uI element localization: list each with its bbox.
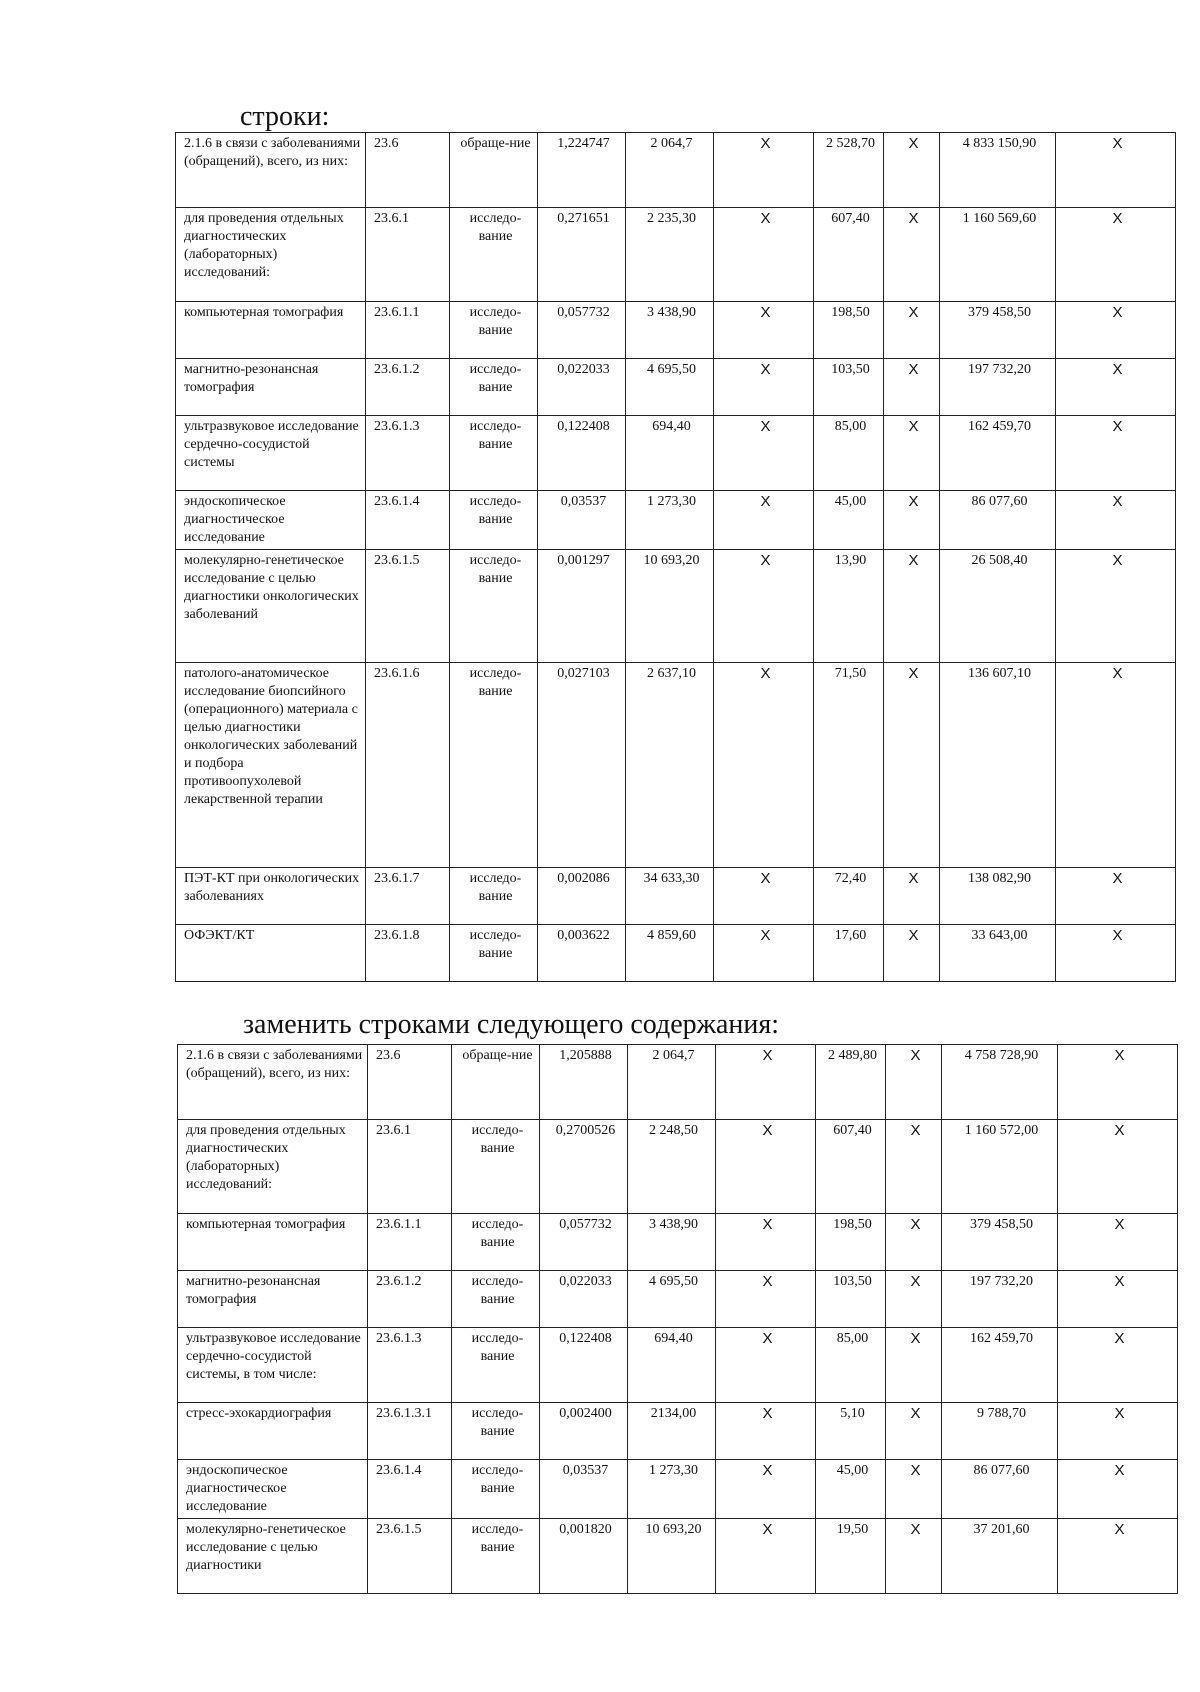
cell-unit: обраще-ние — [450, 133, 538, 208]
cell-unit: исследо-вание — [452, 1519, 540, 1594]
cell-unit: исследо-вание — [450, 925, 538, 982]
heading-new-rows: заменить строками следующего содержания: — [243, 1009, 780, 1040]
cell-code: 23.6.1.2 — [366, 359, 450, 416]
cell-x: Х — [884, 302, 940, 359]
cell-name: для проведения отдельных диагностических (лабораторных) исследований: — [178, 1120, 368, 1214]
cell-unit: исследо-вание — [450, 663, 538, 868]
cell-code: 23.6.1.1 — [368, 1214, 452, 1271]
cell-x: Х — [714, 302, 814, 359]
cell-name: ОФЭКТ/КТ — [176, 925, 366, 982]
table-row — [176, 208, 1176, 302]
table-row — [176, 550, 1176, 663]
cell-total: 138 082,90 — [940, 868, 1056, 925]
cell-cost: 2134,00 — [628, 1403, 716, 1460]
cell-x: Х — [716, 1519, 816, 1594]
cell-norm: 0,002086 — [538, 868, 626, 925]
cell-code: 23.6.1 — [368, 1120, 452, 1214]
cell-cost: 2 248,50 — [628, 1120, 716, 1214]
cell-total: 197 732,20 — [940, 359, 1056, 416]
cell-unit: исследо-вание — [452, 1271, 540, 1328]
cell-name: молекулярно-генетическое исследование с целью диагностики онкологических заболеваний — [176, 550, 366, 663]
cell-per-capita: 2 528,70 — [814, 133, 884, 208]
cell-unit: исследо-вание — [450, 416, 538, 491]
cell-x: Х — [886, 1328, 942, 1403]
cell-x: Х — [1058, 1519, 1178, 1594]
cell-cost: 4 695,50 — [626, 359, 714, 416]
cell-total: 37 201,60 — [942, 1519, 1058, 1594]
cell-x: Х — [886, 1460, 942, 1519]
cell-per-capita: 45,00 — [814, 491, 884, 550]
cell-name: патолого-анатомическое исследование биопсийного (операционного) материала с целью диагностики онкологических заболеваний и подбора противоопухолевой лекарственной терапии — [176, 663, 366, 868]
table-row — [178, 1214, 1178, 1271]
table-row — [178, 1045, 1178, 1120]
cell-unit: исследо-вание — [452, 1403, 540, 1460]
cell-norm: 0,022033 — [540, 1271, 628, 1328]
cell-per-capita: 198,50 — [816, 1214, 886, 1271]
cell-x: Х — [714, 416, 814, 491]
cell-norm: 0,03537 — [538, 491, 626, 550]
cell-code: 23.6.1.7 — [366, 868, 450, 925]
cell-per-capita: 198,50 — [814, 302, 884, 359]
cell-x: Х — [716, 1214, 816, 1271]
table-row — [178, 1403, 1178, 1460]
cell-x: Х — [1058, 1271, 1178, 1328]
cell-x: Х — [714, 663, 814, 868]
cell-x: Х — [1056, 663, 1176, 868]
cell-norm: 0,022033 — [538, 359, 626, 416]
cell-code: 23.6.1.4 — [366, 491, 450, 550]
cell-total: 136 607,10 — [940, 663, 1056, 868]
cell-norm: 0,057732 — [538, 302, 626, 359]
cell-x: Х — [886, 1519, 942, 1594]
table-row — [176, 133, 1176, 208]
cell-total: 162 459,70 — [940, 416, 1056, 491]
cell-norm: 0,057732 — [540, 1214, 628, 1271]
cell-x: Х — [884, 416, 940, 491]
cell-name: 2.1.6 в связи с заболеваниями (обращений), всего, из них: — [176, 133, 366, 208]
cell-norm: 0,001297 — [538, 550, 626, 663]
cell-total: 379 458,50 — [942, 1214, 1058, 1271]
table-row — [176, 359, 1176, 416]
cell-total: 1 160 569,60 — [940, 208, 1056, 302]
cell-total: 33 643,00 — [940, 925, 1056, 982]
cell-total: 86 077,60 — [942, 1460, 1058, 1519]
cell-cost: 3 438,90 — [626, 302, 714, 359]
cell-name: эндоскопическое диагностическое исследование — [178, 1460, 368, 1519]
cell-name: для проведения отдельных диагностических (лабораторных) исследований: — [176, 208, 366, 302]
table-row — [178, 1120, 1178, 1214]
cell-code: 23.6.1.5 — [368, 1519, 452, 1594]
table-row — [176, 663, 1176, 868]
table-row — [176, 416, 1176, 491]
cell-norm: 0,003622 — [538, 925, 626, 982]
cell-per-capita: 5,10 — [816, 1403, 886, 1460]
cell-x: Х — [714, 868, 814, 925]
cell-cost: 4 859,60 — [626, 925, 714, 982]
cell-x: Х — [884, 491, 940, 550]
table-row — [176, 868, 1176, 925]
cell-x: Х — [1058, 1120, 1178, 1214]
cell-cost: 1 273,30 — [626, 491, 714, 550]
cell-x: Х — [1056, 868, 1176, 925]
cell-x: Х — [884, 208, 940, 302]
cell-unit: исследо-вание — [450, 208, 538, 302]
cell-per-capita: 71,50 — [814, 663, 884, 868]
cell-code: 23.6.1.3 — [368, 1328, 452, 1403]
cell-cost: 3 438,90 — [628, 1214, 716, 1271]
table-row — [176, 925, 1176, 982]
cell-code: 23.6 — [368, 1045, 452, 1120]
cell-x: Х — [1056, 491, 1176, 550]
cell-cost: 694,40 — [626, 416, 714, 491]
cell-cost: 10 693,20 — [628, 1519, 716, 1594]
cell-x: Х — [884, 663, 940, 868]
cell-cost: 2 064,7 — [626, 133, 714, 208]
cell-per-capita: 85,00 — [816, 1328, 886, 1403]
cell-x: Х — [886, 1271, 942, 1328]
cell-unit: исследо-вание — [450, 491, 538, 550]
cell-x: Х — [886, 1045, 942, 1120]
cell-code: 23.6.1.1 — [366, 302, 450, 359]
cell-per-capita: 607,40 — [816, 1120, 886, 1214]
cell-x: Х — [1056, 416, 1176, 491]
cell-per-capita: 85,00 — [814, 416, 884, 491]
cell-per-capita: 103,50 — [816, 1271, 886, 1328]
cell-code: 23.6.1.3.1 — [368, 1403, 452, 1460]
cell-cost: 10 693,20 — [626, 550, 714, 663]
cell-name: ультразвуковое исследование сердечно-сосудистой системы — [176, 416, 366, 491]
cell-total: 4 758 728,90 — [942, 1045, 1058, 1120]
cell-x: Х — [884, 133, 940, 208]
cell-cost: 2 637,10 — [626, 663, 714, 868]
cell-code: 23.6.1.2 — [368, 1271, 452, 1328]
cell-x: Х — [884, 868, 940, 925]
cell-x: Х — [1058, 1403, 1178, 1460]
cell-norm: 1,205888 — [540, 1045, 628, 1120]
cell-unit: исследо-вание — [452, 1328, 540, 1403]
cell-x: Х — [1056, 133, 1176, 208]
cell-per-capita: 72,40 — [814, 868, 884, 925]
table-row — [178, 1271, 1178, 1328]
cell-total: 1 160 572,00 — [942, 1120, 1058, 1214]
cell-x: Х — [716, 1120, 816, 1214]
cell-norm: 1,224747 — [538, 133, 626, 208]
cell-total: 26 508,40 — [940, 550, 1056, 663]
cell-unit: исследо-вание — [450, 868, 538, 925]
cell-cost: 694,40 — [628, 1328, 716, 1403]
cell-x: Х — [714, 359, 814, 416]
cell-unit: исследо-вание — [452, 1214, 540, 1271]
cell-name: ультразвуковое исследование сердечно-сосудистой системы, в том числе: — [178, 1328, 368, 1403]
cell-x: Х — [714, 133, 814, 208]
cell-x: Х — [884, 925, 940, 982]
table-row — [176, 491, 1176, 550]
table-row — [178, 1328, 1178, 1403]
cell-per-capita: 13,90 — [814, 550, 884, 663]
cell-name: магнитно-резонансная томография — [176, 359, 366, 416]
cell-per-capita: 17,60 — [814, 925, 884, 982]
cell-norm: 0,002400 — [540, 1403, 628, 1460]
cell-unit: исследо-вание — [452, 1120, 540, 1214]
cell-name: эндоскопическое диагностическое исследование — [176, 491, 366, 550]
cell-x: Х — [1056, 550, 1176, 663]
cell-x: Х — [716, 1460, 816, 1519]
cell-code: 23.6.1.6 — [366, 663, 450, 868]
cell-code: 23.6.1.3 — [366, 416, 450, 491]
cell-cost: 4 695,50 — [628, 1271, 716, 1328]
cell-code: 23.6.1 — [366, 208, 450, 302]
cell-cost: 1 273,30 — [628, 1460, 716, 1519]
cell-total: 379 458,50 — [940, 302, 1056, 359]
cell-x: Х — [716, 1045, 816, 1120]
cell-x: Х — [714, 208, 814, 302]
cell-norm: 0,001820 — [540, 1519, 628, 1594]
cell-code: 23.6 — [366, 133, 450, 208]
heading-old-rows: строки: — [240, 101, 330, 132]
cell-total: 197 732,20 — [942, 1271, 1058, 1328]
cell-name: ПЭТ-КТ при онкологических заболеваниях — [176, 868, 366, 925]
cell-total: 86 077,60 — [940, 491, 1056, 550]
cell-code: 23.6.1.5 — [366, 550, 450, 663]
cell-unit: обраще-ние — [452, 1045, 540, 1120]
cell-x: Х — [714, 491, 814, 550]
cell-total: 162 459,70 — [942, 1328, 1058, 1403]
cell-cost: 2 235,30 — [626, 208, 714, 302]
cell-total: 9 788,70 — [942, 1403, 1058, 1460]
cell-x: Х — [884, 359, 940, 416]
cell-x: Х — [716, 1403, 816, 1460]
cell-x: Х — [886, 1403, 942, 1460]
cell-norm: 0,2700526 — [540, 1120, 628, 1214]
cell-x: Х — [716, 1271, 816, 1328]
cell-cost: 34 633,30 — [626, 868, 714, 925]
cell-x: Х — [1056, 925, 1176, 982]
cell-norm: 0,027103 — [538, 663, 626, 868]
cell-name: стресс-эхокардиография — [178, 1403, 368, 1460]
cell-x: Х — [886, 1214, 942, 1271]
cell-name: 2.1.6 в связи с заболеваниями (обращений), всего, из них: — [178, 1045, 368, 1120]
cell-name: компьютерная томография — [178, 1214, 368, 1271]
cell-norm: 0,122408 — [540, 1328, 628, 1403]
cell-x: Х — [1056, 302, 1176, 359]
cell-x: Х — [1058, 1045, 1178, 1120]
cell-norm: 0,03537 — [540, 1460, 628, 1519]
cell-x: Х — [886, 1120, 942, 1214]
cell-name: магнитно-резонансная томография — [178, 1271, 368, 1328]
table-row — [178, 1519, 1178, 1594]
cell-per-capita: 2 489,80 — [816, 1045, 886, 1120]
table-row — [176, 302, 1176, 359]
table-row — [178, 1460, 1178, 1519]
cell-x: Х — [714, 550, 814, 663]
table-old-rows — [175, 132, 1176, 982]
cell-per-capita: 19,50 — [816, 1519, 886, 1594]
table-new-rows — [177, 1044, 1178, 1594]
cell-x: Х — [1056, 208, 1176, 302]
cell-cost: 2 064,7 — [628, 1045, 716, 1120]
cell-name: молекулярно-генетическое исследование с целью диагностики — [178, 1519, 368, 1594]
cell-x: Х — [1058, 1328, 1178, 1403]
cell-per-capita: 45,00 — [816, 1460, 886, 1519]
cell-unit: исследо-вание — [452, 1460, 540, 1519]
cell-x: Х — [714, 925, 814, 982]
cell-x: Х — [1058, 1214, 1178, 1271]
cell-unit: исследо-вание — [450, 302, 538, 359]
cell-x: Х — [1056, 359, 1176, 416]
cell-unit: исследо-вание — [450, 550, 538, 663]
cell-name: компьютерная томография — [176, 302, 366, 359]
cell-per-capita: 607,40 — [814, 208, 884, 302]
cell-total: 4 833 150,90 — [940, 133, 1056, 208]
cell-norm: 0,122408 — [538, 416, 626, 491]
cell-x: Х — [1058, 1460, 1178, 1519]
cell-x: Х — [716, 1328, 816, 1403]
cell-code: 23.6.1.4 — [368, 1460, 452, 1519]
cell-code: 23.6.1.8 — [366, 925, 450, 982]
cell-per-capita: 103,50 — [814, 359, 884, 416]
cell-x: Х — [884, 550, 940, 663]
cell-norm: 0,271651 — [538, 208, 626, 302]
cell-unit: исследо-вание — [450, 359, 538, 416]
